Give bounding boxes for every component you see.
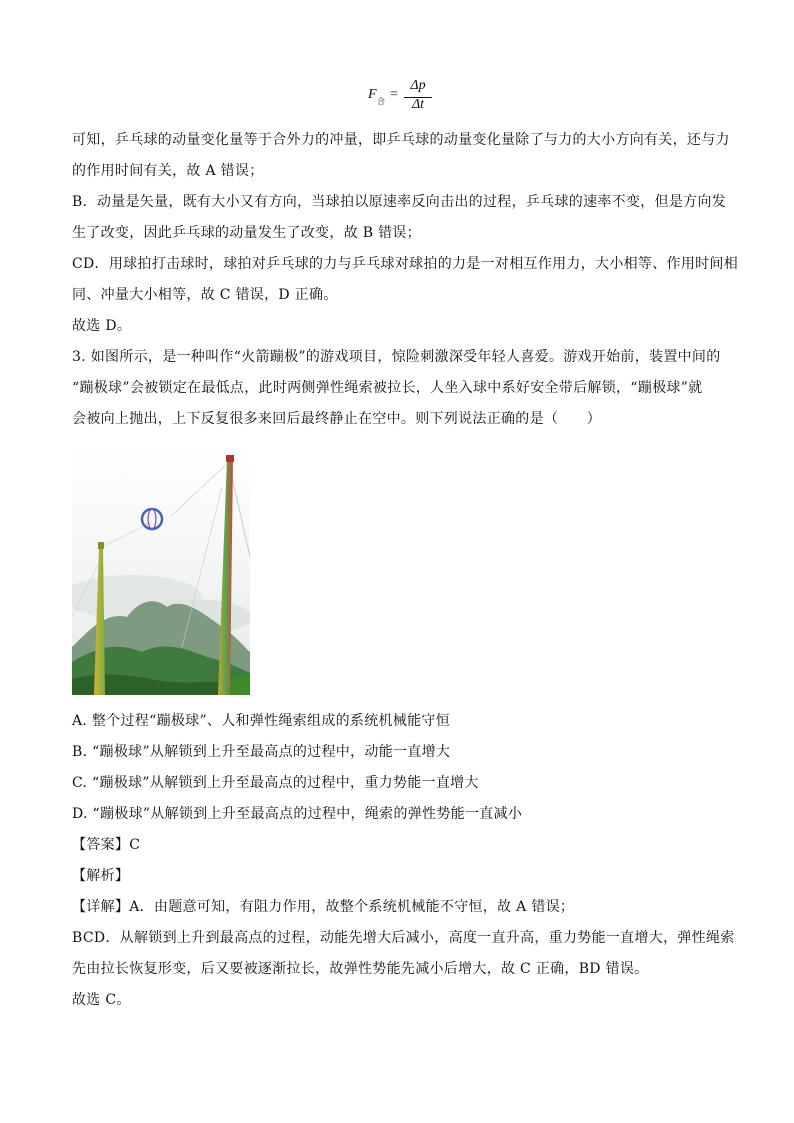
question-3-stem: 会被向上抛出，上下反复很多来回后最终静止在空中。则下列说法正确的是（ ） [72, 411, 602, 427]
text-line: 故选 D。 [72, 318, 132, 334]
answer-line: 【答案】C [72, 837, 141, 853]
option-d: D. “蹦极球”从解锁到上升至最高点的过程中，绳索的弹性势能一直减小 [72, 806, 523, 822]
detail-line: 先由拉长恢复形变，后又要被逐渐拉长，故弹性势能先减小后增大，故 C 正确，BD 错误。 [72, 961, 649, 977]
formula-lhs-subscript: 合 [377, 97, 385, 106]
question-3-stem: 3. 如图所示，是一种叫作“火箭蹦极”的游戏项目，惊险刺激深受年轻人喜爱。游戏开始前，装置中间的 [72, 349, 721, 365]
text-line: 的作用时间有关，故 A 错误； [72, 163, 264, 179]
option-b: B. “蹦极球”从解锁到上升至最高点的过程中，动能一直增大 [72, 744, 451, 760]
detail-line: 故选 C。 [72, 992, 131, 1008]
option-a: A. 整个过程“蹦极球”、人和弹性绳索组成的系统机械能守恒 [72, 713, 451, 729]
formula-denominator: Δt [411, 97, 425, 112]
formula-numerator: Δp [410, 78, 426, 93]
formula-equals: = [390, 87, 398, 102]
analysis-heading: 【解析】 [72, 868, 130, 884]
text-line: 可知，乒乓球的动量变化量等于合外力的冲量，即乒乓球的动量变化量除了与力的大小方向有关，还与力 [72, 132, 730, 148]
option-c: C. “蹦极球”从解锁到上升至最高点的过程中，重力势能一直增大 [72, 775, 479, 791]
detail-line: 【详解】A．由题意可知，有阻力作用，故整个系统机械能不守恒，故 A 错误； [72, 899, 575, 915]
rocket-bungee-photo [72, 447, 250, 695]
question-3-stem: “蹦极球”会被锁定在最低点，此时两侧弹性绳索被拉长，人坐入球中系好安全带后解锁，“蹦极球”就 [72, 380, 703, 396]
formula-lhs: F [368, 87, 377, 102]
text-line: 同、冲量大小相等，故 C 错误，D 正确。 [72, 287, 338, 303]
text-line: 生了改变，因此乒乓球的动量发生了改变，故 B 错误； [72, 225, 421, 241]
detail-line: BCD．从解锁到上升到最高点的过程，动能先增大后减小，高度一直升高，重力势能一直增大，弹性绳索 [72, 930, 735, 946]
text-line: B．动量是矢量，既有大小又有方向，当球拍以原速率反向击出的过程，乒乓球的速率不变，但是方向发 [72, 194, 727, 210]
text-line: CD．用球拍打击球时，球拍对乒乓球的力与乒乓球对球拍的力是一对相互作用力，大小相等、作用时间相 [72, 256, 739, 272]
